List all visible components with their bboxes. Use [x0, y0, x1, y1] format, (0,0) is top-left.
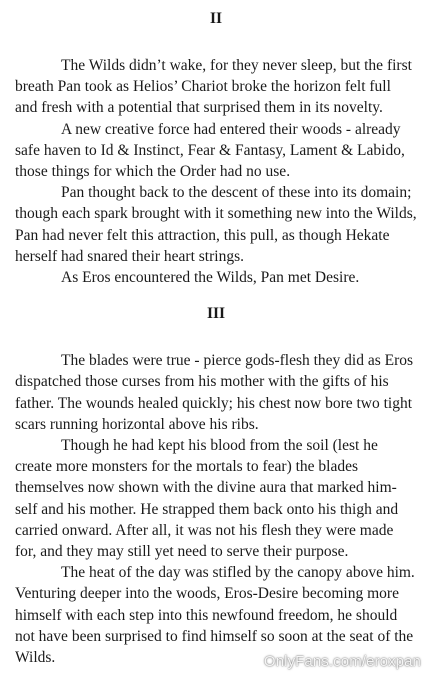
- section-body: [15, 55, 417, 288]
- paragraph: Though he had kept his blood from the soil (lest he create more monsters for the mortals to fear) the blades themselves now shown with the divine aura that marked him-self and his mother. He strapped them back onto his thigh and carried onward. After all, it was not his flesh they were made for, and they may still yet need to serve their purpose.: [15, 437, 399, 561]
- section-body: [15, 350, 417, 668]
- section-ii: [15, 9, 417, 288]
- paragraph: The blades were true - pierce gods-flesh they did as Eros dispatched those curses from his mother with the gifts of his father. The wounds healed quickly; his chest now bore two tight scars running horizontal above his ribs.: [15, 352, 414, 433]
- section-heading: II: [209, 10, 223, 27]
- paragraph: The heat of the day was stifled by the canopy above him. Venturing deeper into the woods, Eros-Desire becoming more himself with each step into this newfound freedom, he should not have been surprised to find himself so soon at the seat of the Wilds.: [15, 564, 415, 667]
- section-iii: [15, 304, 417, 668]
- paragraph: Pan thought back to the descent of these into its domain; though each spark brought with it something new into the Wilds, Pan had never felt this attraction, this pull, as though Hekate herself had snared their heart strings.: [15, 184, 417, 265]
- section-heading: III: [206, 305, 226, 323]
- watermark: OnlyFans.com/eroxpan: [263, 653, 421, 670]
- paragraph: As Eros encountered the Wilds, Pan met Desire.: [61, 269, 360, 287]
- paragraph: The Wilds didn’t wake, for they never sleep, but the first breath Pan took as Helios’ Chariot broke the horizon felt full and fresh with a potential that surprised them in its novelty.: [15, 57, 412, 117]
- paragraph: A new creative force had entered their woods - already safe haven to Id & Instinct, Fear & Fantasy, Lament & Labido, those things for which the Order had no use.: [15, 120, 405, 181]
